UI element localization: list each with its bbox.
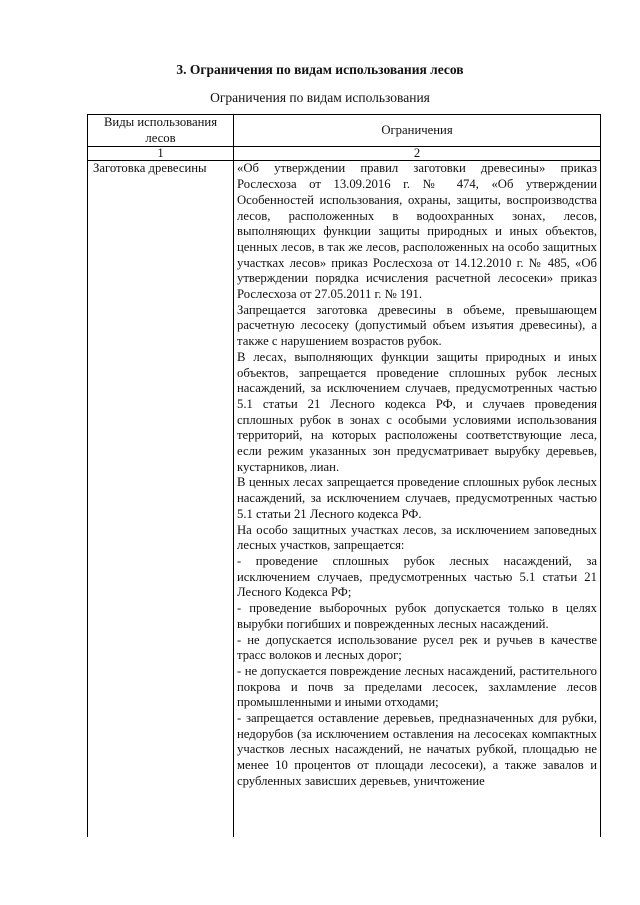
restrictions-cell [234,161,601,838]
section-heading: 3. Ограничения по видам использования лесов [176,62,464,77]
restriction-paragraph: На особо защитных участках лесов, за исключением заповедных лесных участков, запрещается: [237,522,597,553]
restriction-paragraph: - не допускается использование русел рек и ручьев в качестве трасс волоков и лесных дорог; [237,632,597,663]
restriction-paragraph: - проведение выборочных рубок допускается только в целях вырубки погибших и поврежденных лесных насаждений. [237,601,597,631]
table-row [88,161,601,838]
table-caption: Ограничения по видам использования [210,90,430,105]
table-header-row [88,115,601,147]
column-number-1: 1 [88,147,234,161]
restriction-paragraph: - не допускается повреждение лесных насаждений, растительного покрова и почв за пределами лесосек, захламление лесов промышленными и иными отходами; [237,663,597,710]
usage-type-cell: Заготовка древесины [88,161,234,838]
restrictions-text [237,161,597,837]
restriction-paragraph: В ценных лесах запрещается проведение сплошных рубок лесных насаждений, за исключением случаев, предусмотренных частью 5.1 статьи 21 Лесного кодекса РФ. [237,475,597,521]
restriction-paragraph: - запрещается оставление деревьев, предназначенных для рубки, недорубов (за исключением оставления на лесосеках компактных участков лесных насаждений, не начатых рубкой, площадью не менее 10 процентов от площади лесосеки), а также завалов и срубленных зависших деревьев, уничтожение [237,711,597,788]
restriction-paragraph: «Об утверждении правил заготовки древесины» приказ Рослесхоза от 13.09.2016 г. № 474, «Об утверждении Особенностей использования, охраны, защиты, воспроизводства лесов, расположенных в водоохранных зонах, лесов, выполняющих функции защиты природных и иных объектов, ценных лесов, в так же лесов, расположенных на особо защитных участках лесов» приказ Рослесхоза от 14.12.2010 г. № 485, «Об утверждении порядка исчисления расчетной лесосеки» приказ Рослесхоза от 27.05.2011 г. № 191. [237,161,597,302]
restriction-paragraph: В лесах, выполняющих функции защиты природных и иных объектов, запрещается проведение сплошных рубок лесных насаждений, за исключением случаев, предусмотренных частью 5.1 статьи 21 Лесного кодекса РФ, и случаев проведения сплошных рубок в зонах с особыми условиями использования территорий, на которых расположены соответствующие леса, если режим указанных зон предусматривает вырубку деревьев, кустарников, лиан. [237,349,597,474]
column-number-2: 2 [234,147,601,161]
restriction-paragraph: Запрещается заготовка древесины в объеме, превышающем расчетную лесосеку (допустимый объем изъятия древесины), а также с нарушением возрастов рубок. [237,302,597,349]
column-number-row [88,147,601,161]
header-usage-types: Виды использования лесов [88,115,234,147]
header-restrictions: Ограничения [234,115,601,147]
restriction-paragraph: - проведение сплошных рубок лесных насаждений, за исключением случаев, предусмотренных частью 5.1 статьи 21 Лесного Кодекса РФ; [237,553,597,600]
restrictions-table [87,114,601,837]
